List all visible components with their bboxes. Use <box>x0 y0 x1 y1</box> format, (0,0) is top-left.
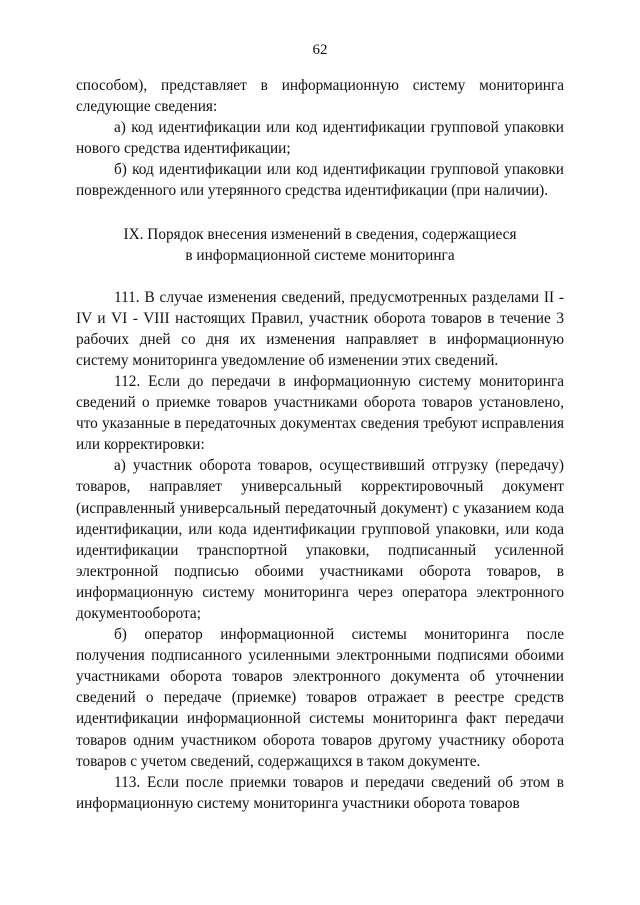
paragraph-113: 113. Если после приемки товаров и передачи сведений об этом в информационную систему мониторинга участники оборота товаров <box>76 773 564 812</box>
paragraph-112-a: а) участник оборота товаров, осуществивший отгрузку (передачу) товаров, направляет универсальный корректировочный документ (исправленный универсальный передаточный документ) с указанием кода идентификации, или кода идентификации групповой упаковки, или кода идентификации транспортной упаковки, подписанный усиленной электронной подписью обоими участниками оборота товаров, в информационную систему мониторинга через оператора электронного документооборота; <box>76 457 564 622</box>
page-number: 62 <box>312 42 328 58</box>
paragraph-112-b: б) оператор информационной системы мониторинга после получения подписанного усиленными электронными подписями обоими участниками оборота товаров электронного документа об уточнении сведений о передаче (приемке) товаров отражает в реестре средств идентификации информационной системы мониторинга факт передачи товаров одним участником оборота товаров другому участнику оборота товаров с учетом сведений, содержащихся в таком документе. <box>76 626 564 770</box>
paragraph-112: 112. Если до передачи в информационную систему мониторинга сведений о приемке товаров участниками оборота товаров установлено, что указанные в передаточных документах сведения требуют исправления или корректировки: <box>76 372 564 454</box>
document-body <box>76 75 564 814</box>
list-item-a: а) код идентификации или код идентификации групповой упаковки нового средства идентификации; <box>76 119 564 158</box>
list-item-b: б) код идентификации или код идентификации групповой упаковки поврежденного или утерянного средства идентификации (при наличии). <box>76 161 564 200</box>
paragraph-111: 111. В случае изменения сведений, предусмотренных разделами II - IV и VI - VIII настоящих Правил, участник оборота товаров в течение 3 рабочих дней со дня их изменения направляет в информационную систему мониторинга уведомление об изменении этих сведений. <box>76 288 564 369</box>
spacer <box>76 202 564 224</box>
paragraph-continuation: способом), представляет в информационную систему мониторинга следующие сведения: <box>76 77 564 116</box>
spacer <box>76 266 564 287</box>
section-heading-line-1: IX. Порядок внесения изменений в сведения, содержащиеся <box>123 225 517 243</box>
section-heading-line-2: в информационной системе мониторинга <box>185 246 455 264</box>
